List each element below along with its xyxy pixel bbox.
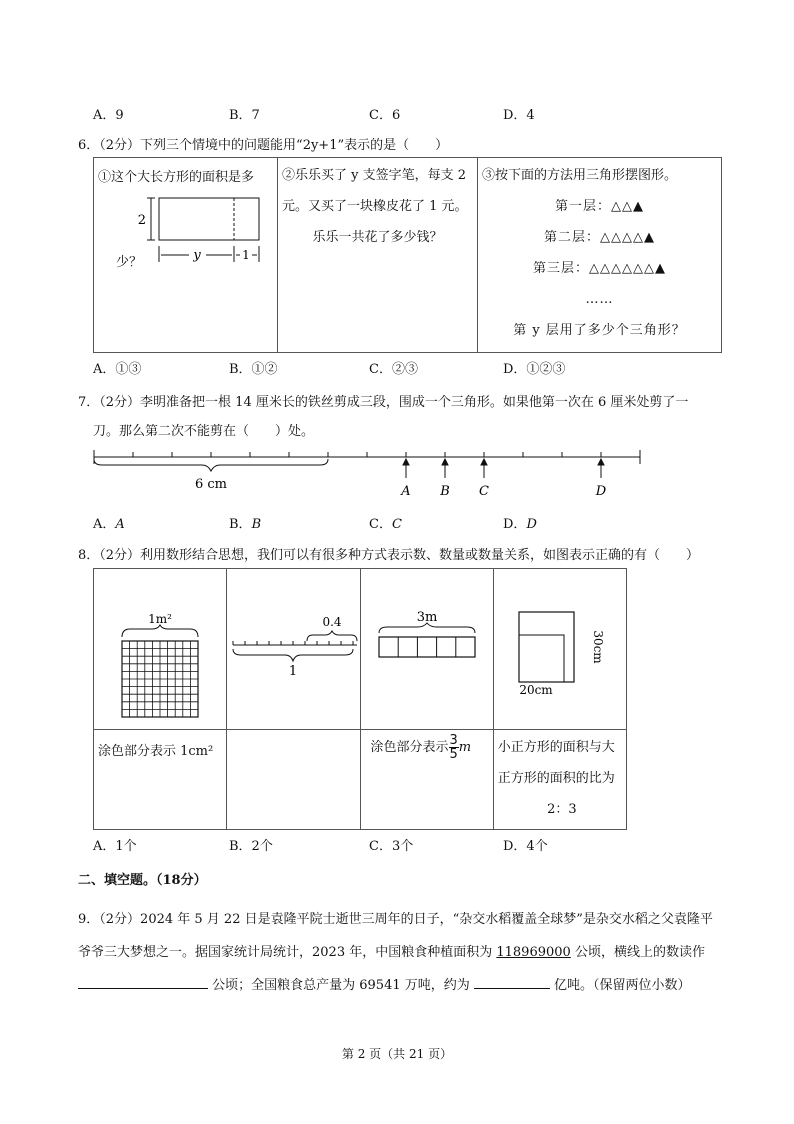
q6-cell3-line1: ③按下面的方法用三角形摆图形。 (482, 168, 678, 183)
q9-number: 118969000 (496, 945, 571, 960)
q8-option-b: B．2个 (229, 839, 273, 854)
q8-option-a: A．1个 (93, 839, 137, 854)
page-footer: 第 2 页（共 21 页） (341, 1047, 453, 1061)
q6-cell-2 (278, 158, 478, 353)
q8-cell-2-text (227, 730, 360, 830)
segment-bar-figure (361, 569, 493, 729)
q7-option-d: D．D (503, 517, 537, 532)
q9-part3: 公顷；全国粮食总产量为 69541 万吨，约为 (208, 978, 474, 993)
q8-fig-2 (227, 569, 360, 730)
q6-cell3-question: 第 y 层用了多少个三角形？ (513, 323, 686, 338)
q7-line1: 7．（2分）李明准备把一根 14 厘米长的铁丝剪成三段，围成一个三角形。如果他第一次在 6 厘米处剪了一 (78, 395, 689, 410)
q8-table (93, 568, 627, 830)
q8-cell-3-text (360, 730, 493, 830)
q8-cell-1-text (94, 730, 227, 830)
fig3-label: 3m (416, 610, 437, 625)
marker-a: A (401, 484, 411, 499)
fraction-3-5: $\frac{3}{5}$ (449, 733, 458, 762)
q6-option-c: C．②③ (369, 362, 418, 377)
fig2-top-label: 0.4 (322, 615, 342, 629)
number-line-figure (227, 569, 359, 729)
dim-height-label: 2 (137, 213, 146, 228)
q6-cell3-row3: 第三层：△△△△△△▲ (533, 261, 666, 276)
fig4-bottom-label: 20cm (519, 683, 553, 697)
q9-answer-blank-1[interactable] (78, 974, 208, 989)
q8-cell3-content (361, 730, 493, 761)
q6-option-d: D．①②③ (503, 362, 566, 377)
q8-stem: 8．（2分）利用数形结合思想，我们可以有很多种方式表示数、数量或数量关系，如图表示正确的有（ ） (78, 548, 700, 563)
q6-cell2-line3: 乐乐一共花了多少钱？ (312, 230, 443, 245)
section-heading: 二、填空题。（18分） (78, 873, 207, 888)
q5-option-c: C．6 (369, 108, 401, 123)
fig4-side-label: 30cm (590, 630, 605, 664)
fig1-label: 1m² (148, 612, 172, 626)
fig2-bottom-label: 1 (289, 664, 298, 679)
q8-fig-1 (94, 569, 227, 730)
marker-c: C (479, 484, 489, 499)
q7-option-b: B．B (229, 517, 262, 532)
q7-line2: 刀。那么第二次不能剪在（ ）处。 (93, 424, 315, 439)
q8-cell4-line1: 小正方形的面积与大 (497, 740, 615, 755)
q6-option-b: B．①② (229, 362, 278, 377)
q8-fig-3 (360, 569, 493, 730)
q5-option-b: B．7 (229, 108, 260, 123)
q9-text (78, 903, 723, 1002)
q8-cell-4-text (493, 730, 626, 830)
q8-cell3-unit: m (458, 740, 472, 755)
q8-option-c: C．3个 (369, 839, 414, 854)
marker-b: B (440, 484, 450, 499)
q6-cell3-row2: 第二层：△△△△▲ (544, 230, 655, 245)
q6-cell1-line1: ①这个大长方形的面积是多 (98, 170, 255, 185)
q6-cell1-line2: 少？ (116, 255, 143, 270)
q7-brace-label: 6 cm (194, 477, 228, 492)
q8-fig-4 (493, 569, 626, 730)
nested-squares-figure (494, 569, 626, 729)
q6-table (93, 157, 722, 353)
dim-y-label: y (193, 248, 201, 263)
q9-part1: 9．（2分）2024 年 5 月 22 日是袁隆平院士逝世三周年的日子，“杂交水稻覆盖全球梦”是杂交水稻之父袁隆平爷爷三大梦想之一。据国家统计局统计，2023 年，中国粮食种植面积为 (78, 912, 713, 960)
q8-cell4-line3: 2：3 (547, 802, 577, 817)
q8-cell4-line2: 正方形的面积的比为 (497, 771, 615, 786)
q7-ruler (88, 444, 648, 504)
q8-cell3-text: 涂色部分表示 (370, 740, 449, 755)
q6-cell2-line1: ②乐乐买了 y 支签字笔，每支 2 (282, 168, 467, 183)
q9-answer-blank-2[interactable] (474, 974, 550, 989)
q9-part4: 亿吨。（保留两位小数） (549, 978, 691, 993)
grid-square-figure (94, 569, 226, 729)
q6-cell2-line2: 元。又买了一块橡皮花了 1 元。 (282, 199, 468, 214)
q8-option-d: D．4个 (503, 839, 548, 854)
q6-cell-3 (478, 158, 722, 353)
q5-option-d: D．4 (503, 108, 535, 123)
q7-option-a: A．A (93, 517, 125, 532)
dim-one-label: 1 (242, 248, 250, 262)
q7-option-c: C．C (369, 517, 402, 532)
q6-stem: 6．（2分）下列三个情境中的问题能用“2y+1”表示的是（ ） (78, 138, 449, 153)
q9-part2: 公顷，横线上的数读作 (570, 945, 705, 960)
q6-cell3-dots: …… (585, 292, 614, 307)
marker-d: D (595, 484, 607, 499)
q6-cell-1 (94, 158, 278, 353)
q6-option-a: A．①③ (93, 362, 142, 377)
q5-option-a: A．9 (93, 108, 124, 123)
q8-cell1-text: 涂色部分表示 1cm² (98, 744, 214, 759)
q6-cell3-row1: 第一层：△△▲ (555, 199, 644, 214)
